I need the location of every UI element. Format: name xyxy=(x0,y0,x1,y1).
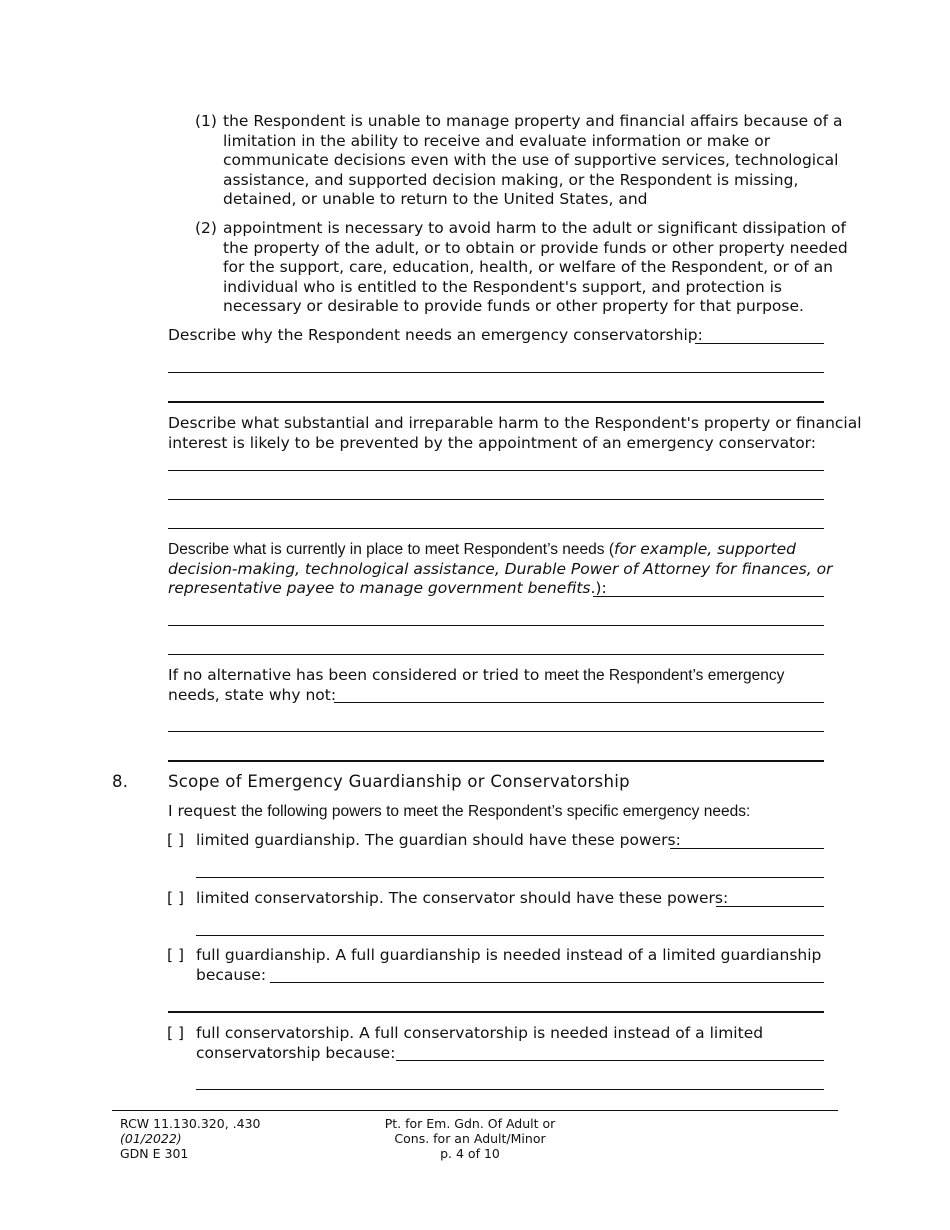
footer-title-line-2: Cons. for an Adult/Minor xyxy=(394,1131,546,1146)
section-8-intro-a: I request xyxy=(168,802,242,820)
item-1-line-3: communicate decisions even with the use of supportive services, technological xyxy=(223,151,839,169)
in-place-field-2[interactable] xyxy=(168,625,824,626)
limited-guardianship-checkbox[interactable]: [ ] xyxy=(167,831,185,849)
in-place-example-text: for example, supported xyxy=(614,540,796,558)
section-8-number: 8. xyxy=(112,772,129,791)
item-2-line-5: necessary or desirable to provide funds or other property for that purpose. xyxy=(223,297,804,315)
no-alternative-field-3[interactable] xyxy=(168,760,824,762)
no-alternative-prompt-line-2: needs, state why not: xyxy=(168,685,337,704)
item-2-line-4: individual who is entitled to the Respondent's support, and protection is xyxy=(223,277,782,296)
full-conservatorship-field-1[interactable] xyxy=(396,1060,824,1061)
no-alternative-field-2[interactable] xyxy=(168,731,824,732)
item-1-line-5: detained, or unable to return to the United States, and xyxy=(223,190,648,208)
in-place-field-1[interactable] xyxy=(593,596,824,597)
harm-prompt-line-1: Describe what substantial and irreparable harm to the Respondent's property or financial xyxy=(168,414,862,432)
full-guardianship-label-line-2: because: xyxy=(196,965,267,984)
section-8-title: Scope of Emergency Guardianship or Conservatorship xyxy=(168,772,630,791)
item-2-line-2: the property of the adult, or to obtain or provide funds or other property needed xyxy=(223,238,848,257)
limited-guardianship-field-2[interactable] xyxy=(196,877,824,878)
why-emergency-field-1[interactable] xyxy=(695,343,824,344)
item-2-number: (2) xyxy=(195,219,217,237)
footer-rcw: RCW 11.130.320, .430 xyxy=(120,1116,261,1131)
full-guardianship-label-line-1: full guardianship. A full guardianship is needed instead of a limited guardianship xyxy=(196,946,822,964)
no-alternative-text-a: If no alternative has been considered or tried to xyxy=(168,666,545,684)
item-2-line-1: appointment is necessary to avoid harm to the adult or significant dissipation of xyxy=(223,219,846,237)
in-place-prompt-text: Describe what is currently in place to meet Respondent’s needs ( xyxy=(168,541,614,558)
item-2-line-3: for the support, care, education, health, or welfare of the Respondent, or of an xyxy=(223,258,834,276)
full-conservatorship-label-line-1: full conservatorship. A full conservatorship is needed instead of a limited xyxy=(196,1024,764,1042)
harm-prompt-line-2: interest is likely to be prevented by the appointment of an emergency conservator: xyxy=(168,433,816,452)
limited-guardianship-field-1[interactable] xyxy=(670,848,824,849)
limited-conservatorship-field-2[interactable] xyxy=(196,935,824,936)
no-alternative-text-b: meet the Respondent’s emergency xyxy=(544,667,785,684)
no-alternative-prompt-line-1 xyxy=(168,666,784,686)
why-emergency-prompt: Describe why the Respondent needs an emergency conservatorship: xyxy=(168,326,703,344)
limited-conservatorship-checkbox[interactable]: [ ] xyxy=(167,889,185,907)
why-emergency-field-3[interactable] xyxy=(168,401,824,403)
in-place-prompt-end: .): xyxy=(590,579,607,597)
footer-rule xyxy=(112,1110,838,1111)
full-conservatorship-label-line-2: conservatorship because: xyxy=(196,1043,396,1062)
item-1-line-4: assistance, and supported decision making, or the Respondent is missing, xyxy=(223,170,799,189)
limited-conservatorship-label: limited conservatorship. The conservator should have these powers: xyxy=(196,889,729,907)
in-place-prompt-line-1 xyxy=(168,540,796,560)
full-guardianship-field-2[interactable] xyxy=(168,1011,824,1013)
harm-field-2[interactable] xyxy=(168,499,824,500)
in-place-prompt-line-2: decision-making, technological assistance, Durable Power of Attorney for finances, or xyxy=(168,559,833,578)
harm-field-1[interactable] xyxy=(168,470,824,471)
footer-title-line-1: Pt. for Em. Gdn. Of Adult or xyxy=(384,1116,556,1131)
item-1-line-1: the Respondent is unable to manage property and financial affairs because of a xyxy=(223,112,843,130)
full-guardianship-field-1[interactable] xyxy=(270,982,824,983)
footer-form-id: GDN E 301 xyxy=(120,1146,189,1161)
section-8-intro xyxy=(168,802,750,822)
full-conservatorship-checkbox[interactable]: [ ] xyxy=(167,1024,185,1042)
no-alternative-field-1[interactable] xyxy=(334,702,824,703)
full-guardianship-checkbox[interactable]: [ ] xyxy=(167,946,185,964)
footer-page-number: p. 4 of 10 xyxy=(440,1146,500,1161)
harm-field-3[interactable] xyxy=(168,528,824,529)
in-place-field-3[interactable] xyxy=(168,654,824,655)
in-place-prompt-line-3 xyxy=(168,579,607,599)
footer-date: (01/2022) xyxy=(120,1131,182,1146)
why-emergency-field-2[interactable] xyxy=(168,372,824,373)
limited-guardianship-label: limited guardianship. The guardian should have these powers: xyxy=(196,831,681,849)
in-place-example-end: representative payee to manage government benefits xyxy=(168,579,591,597)
full-conservatorship-field-2[interactable] xyxy=(196,1089,824,1090)
section-8-intro-b: the following powers to meet the Respondent’s specific emergency needs: xyxy=(241,803,751,820)
item-1-number: (1) xyxy=(195,112,217,130)
limited-conservatorship-field-1[interactable] xyxy=(716,906,824,907)
item-1-line-2: limitation in the ability to receive and evaluate information or make or xyxy=(223,131,771,150)
